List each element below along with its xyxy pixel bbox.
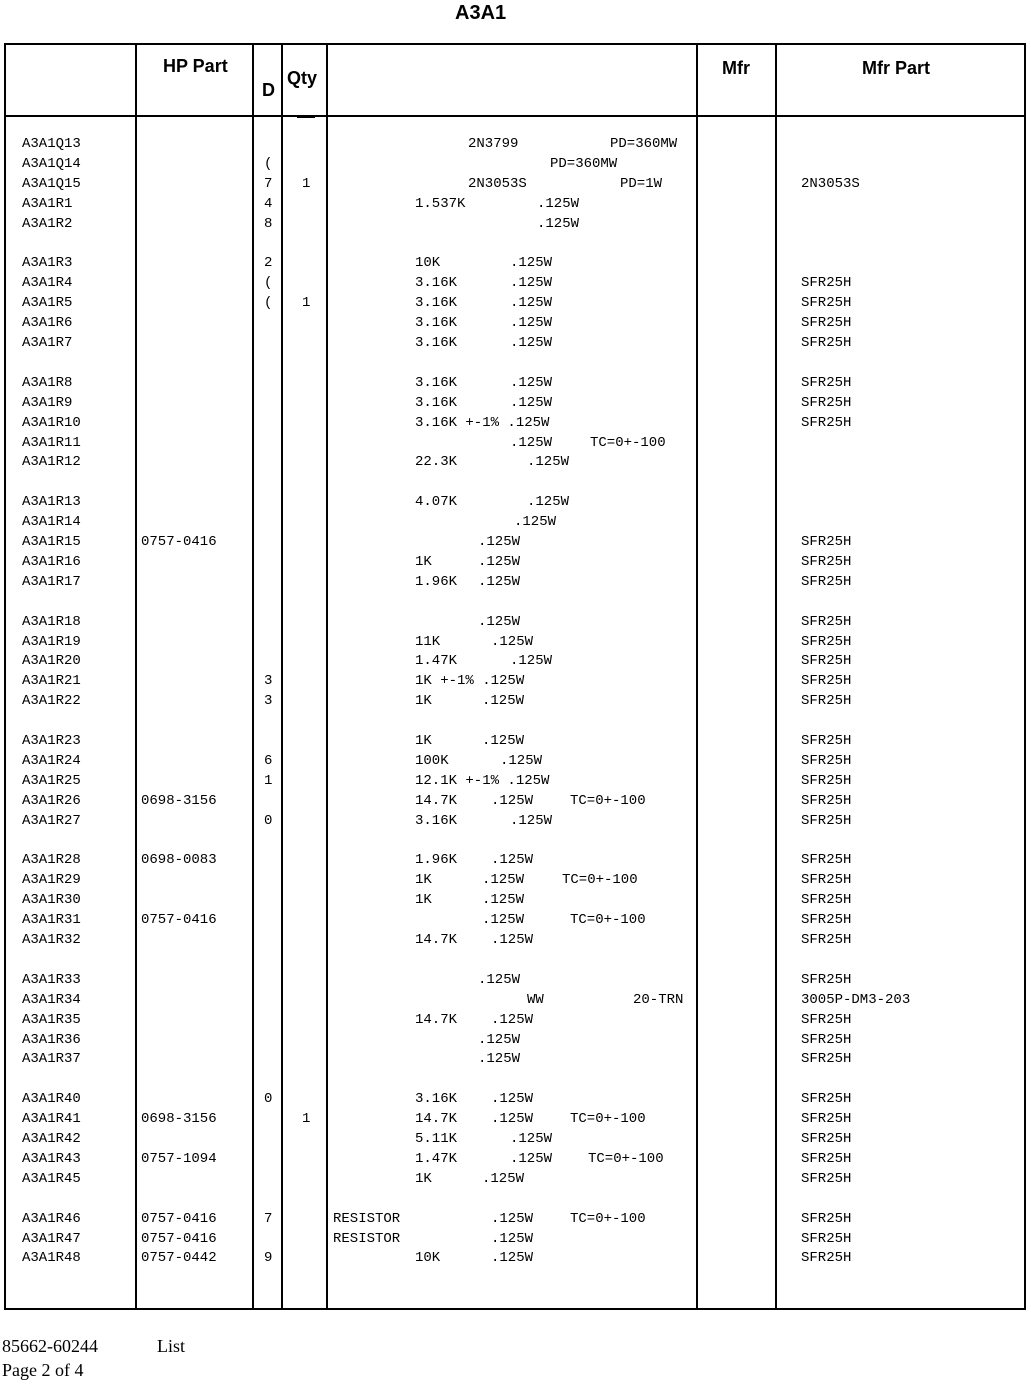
row-description: 3.16K	[415, 374, 458, 391]
row-description: .125W	[510, 255, 553, 272]
row-hp-part: 0698-3156	[141, 792, 217, 809]
row-mfr-part: SFR25H	[801, 892, 852, 909]
row-description: PD=1W	[620, 175, 663, 192]
row-mfr-part: SFR25H	[801, 772, 852, 789]
row-reference: A3A1Q13	[22, 136, 81, 152]
row-reference: A3A1R36	[22, 1031, 81, 1048]
row-mfr-part: 2N3053S	[801, 175, 860, 192]
row-reference: A3A1R26	[22, 792, 81, 809]
row-mfr-part: SFR25H	[801, 912, 852, 929]
row-description: .125W	[491, 1250, 534, 1267]
row-mfr-part: SFR25H	[801, 1210, 852, 1227]
row-reference: A3A1R33	[22, 971, 81, 988]
row-reference: A3A1R7	[22, 335, 73, 351]
row-reference: A3A1R20	[22, 653, 81, 670]
row-description: 1K	[415, 892, 432, 909]
row-mfr-part: SFR25H	[801, 1091, 852, 1108]
row-description: .125W	[510, 335, 553, 351]
row-description: .125W	[491, 1111, 534, 1128]
row-reference: A3A1R8	[22, 374, 73, 391]
row-mfr-part: SFR25H	[801, 653, 852, 670]
row-qty: 1	[302, 295, 311, 312]
row-reference: A3A1R45	[22, 1170, 81, 1187]
row-hp-part: 0757-0416	[141, 534, 217, 550]
row-d: 2	[264, 255, 273, 272]
row-description: .125W	[500, 752, 543, 769]
row-description: 1.96K	[415, 573, 458, 590]
row-mfr-part: SFR25H	[801, 792, 852, 809]
row-description: 3.16K +-1% .125W	[415, 414, 550, 431]
row-description: RESISTOR	[333, 1210, 401, 1227]
row-description: 1K	[415, 872, 432, 889]
row-description: 1K	[415, 553, 432, 570]
row-reference: A3A1R34	[22, 991, 81, 1008]
row-reference: A3A1R13	[22, 494, 81, 511]
row-hp-part: 0757-1094	[141, 1150, 217, 1167]
row-reference: A3A1R35	[22, 1011, 81, 1028]
row-description: .125W	[527, 494, 570, 511]
row-mfr-part: 3005P-DM3-203	[801, 991, 911, 1008]
row-description: TC=0+-100	[570, 1210, 646, 1227]
header-d: D	[262, 80, 275, 100]
row-description: 10K	[415, 255, 441, 272]
row-mfr-part: SFR25H	[801, 534, 852, 550]
row-description: .125W	[478, 971, 521, 988]
row-reference: A3A1R18	[22, 613, 81, 630]
row-reference: A3A1R24	[22, 752, 81, 769]
row-description: 22.3K	[415, 454, 458, 471]
row-description: 1K	[415, 733, 432, 749]
row-description: 1.47K	[415, 653, 458, 670]
row-description: 4.07K	[415, 494, 458, 511]
row-d: 4	[264, 195, 273, 212]
row-description: 14.7K	[415, 932, 458, 948]
header-mfr-part: Mfr Part	[862, 58, 931, 78]
row-description: 3.16K	[415, 295, 458, 312]
row-d: 3	[264, 673, 273, 690]
row-reference: A3A1R19	[22, 633, 81, 650]
row-description: 3.16K	[415, 335, 458, 351]
row-reference: A3A1R37	[22, 1051, 81, 1068]
row-mfr-part: SFR25H	[801, 295, 852, 312]
col-divider-mfr	[696, 43, 698, 1310]
row-description: .125W	[510, 1131, 553, 1147]
row-description: .125W	[491, 1011, 534, 1028]
row-description: 3.16K	[415, 1091, 458, 1108]
row-description: TC=0+-100	[570, 792, 646, 809]
row-reference: A3A1R27	[22, 812, 81, 829]
row-description: .125W	[482, 912, 525, 929]
row-mfr-part: SFR25H	[801, 1051, 852, 1068]
row-description: 10K	[415, 1250, 441, 1267]
row-d: 7	[264, 175, 273, 192]
row-mfr-part: SFR25H	[801, 1170, 852, 1187]
row-reference: A3A1R43	[22, 1150, 81, 1167]
row-reference: A3A1R10	[22, 414, 81, 431]
row-description: .125W	[478, 534, 521, 550]
row-reference: A3A1R46	[22, 1210, 81, 1227]
row-description: .125W	[527, 454, 570, 471]
header-qty: Qty	[287, 68, 318, 88]
row-description: .125W	[510, 275, 553, 292]
row-description: .125W	[510, 374, 553, 391]
row-mfr-part: SFR25H	[801, 374, 852, 391]
row-reference: A3A1R28	[22, 852, 81, 869]
row-mfr-part: SFR25H	[801, 613, 852, 630]
row-reference: A3A1R5	[22, 295, 73, 312]
row-description: .125W	[491, 792, 534, 809]
row-mfr-part: SFR25H	[801, 1011, 852, 1028]
row-mfr-part: SFR25H	[801, 932, 852, 948]
row-reference: A3A1R41	[22, 1111, 81, 1128]
row-reference: A3A1R17	[22, 573, 81, 590]
row-description: 1K	[415, 693, 432, 710]
row-hp-part: 0757-0416	[141, 1210, 217, 1227]
row-description: .125W	[491, 932, 534, 948]
row-description: 14.7K	[415, 1011, 458, 1028]
row-reference: A3A1R23	[22, 733, 81, 749]
row-mfr-part: SFR25H	[801, 1230, 852, 1247]
row-description: .125W	[537, 195, 580, 212]
row-mfr-part: SFR25H	[801, 553, 852, 570]
row-qty: 1	[302, 175, 311, 192]
row-reference: A3A1R16	[22, 553, 81, 570]
row-description: 100K	[415, 752, 449, 769]
row-description: 20-TRN	[633, 991, 684, 1008]
row-description: .125W	[491, 1230, 534, 1247]
row-hp-part: 0757-0416	[141, 912, 217, 929]
row-d: 1	[264, 772, 273, 789]
row-description: 11K	[415, 633, 441, 650]
row-d: 0	[264, 812, 273, 829]
row-reference: A3A1R1	[22, 195, 73, 212]
row-reference: A3A1R11	[22, 434, 81, 451]
row-reference: A3A1R21	[22, 673, 81, 690]
row-reference: A3A1R22	[22, 693, 81, 710]
qty-underline	[297, 116, 315, 118]
row-description: 3.16K	[415, 812, 458, 829]
col-divider-desc	[326, 43, 328, 1310]
row-description: 1.96K	[415, 852, 458, 869]
row-description: .125W	[510, 295, 553, 312]
row-mfr-part: SFR25H	[801, 693, 852, 710]
row-description: 5.11K	[415, 1131, 458, 1147]
row-description: .125W	[491, 1210, 534, 1227]
col-divider-right	[1024, 43, 1026, 1310]
row-mfr-part: SFR25H	[801, 1111, 852, 1128]
row-reference: A3A1R40	[22, 1091, 81, 1108]
row-reference: A3A1R6	[22, 315, 73, 332]
footer-part-number: 85662-60244	[2, 1336, 98, 1356]
row-reference: A3A1R9	[22, 394, 73, 411]
row-d: 8	[264, 215, 273, 232]
row-description: .125W	[514, 514, 557, 531]
row-description: .125W	[491, 1091, 534, 1108]
row-description: 3.16K	[415, 315, 458, 332]
row-description: 12.1K +-1% .125W	[415, 772, 550, 789]
row-description: .125W	[510, 394, 553, 411]
row-description: 1K	[415, 1170, 432, 1187]
row-d: 6	[264, 752, 273, 769]
row-description: 14.7K	[415, 1111, 458, 1128]
row-mfr-part: SFR25H	[801, 573, 852, 590]
row-hp-part: 0757-0442	[141, 1250, 217, 1267]
row-hp-part: 0698-0083	[141, 852, 217, 869]
row-reference: A3A1R30	[22, 892, 81, 909]
row-description: TC=0+-100	[570, 912, 646, 929]
row-reference: A3A1Q14	[22, 155, 81, 172]
row-description: .125W	[478, 613, 521, 630]
row-mfr-part: SFR25H	[801, 752, 852, 769]
col-divider-d	[252, 43, 254, 1310]
row-reference: A3A1R2	[22, 215, 73, 232]
row-description: WW	[527, 991, 544, 1008]
header-mfr: Mfr	[722, 58, 750, 78]
row-description: 3.16K	[415, 275, 458, 292]
row-mfr-part: SFR25H	[801, 1031, 852, 1048]
row-description: TC=0+-100	[590, 434, 666, 451]
row-d: (	[264, 275, 273, 292]
col-divider-mfrpart	[775, 43, 777, 1310]
row-mfr-part: SFR25H	[801, 633, 852, 650]
row-mfr-part: SFR25H	[801, 1131, 852, 1147]
row-reference: A3A1R29	[22, 872, 81, 889]
row-description: .125W	[482, 733, 525, 749]
row-mfr-part: SFR25H	[801, 872, 852, 889]
row-description: .125W	[491, 852, 534, 869]
top-rule	[4, 43, 1026, 45]
row-reference: A3A1R31	[22, 912, 81, 929]
row-reference: A3A1R4	[22, 275, 73, 292]
row-reference: A3A1R3	[22, 255, 73, 272]
row-description: PD=360MW	[610, 136, 678, 152]
row-description: .125W	[491, 633, 534, 650]
row-description: .125W	[510, 812, 553, 829]
header-rule	[4, 115, 1026, 117]
row-description: .125W	[478, 573, 521, 590]
col-divider-left	[4, 43, 6, 1310]
row-mfr-part: SFR25H	[801, 971, 852, 988]
row-qty: 1	[302, 1111, 311, 1128]
row-mfr-part: SFR25H	[801, 335, 852, 351]
row-reference: A3A1R12	[22, 454, 81, 471]
row-d: 3	[264, 693, 273, 710]
row-description: .125W	[510, 434, 553, 451]
row-description: 3.16K	[415, 394, 458, 411]
row-mfr-part: SFR25H	[801, 275, 852, 292]
col-divider-hp	[135, 43, 137, 1310]
row-description: 1.47K	[415, 1150, 458, 1167]
header-hp-part: HP Part	[163, 56, 228, 76]
row-description: TC=0+-100	[562, 872, 638, 889]
row-description: TC=0+-100	[570, 1111, 646, 1128]
row-mfr-part: SFR25H	[801, 394, 852, 411]
row-reference: A3A1R14	[22, 514, 81, 531]
row-reference: A3A1Q15	[22, 175, 81, 192]
row-description: .125W	[482, 1170, 525, 1187]
row-description: .125W	[478, 1031, 521, 1048]
row-description: .125W	[482, 892, 525, 909]
row-mfr-part: SFR25H	[801, 812, 852, 829]
row-mfr-part: SFR25H	[801, 852, 852, 869]
footer-list: List	[157, 1336, 186, 1356]
row-description: .125W	[510, 653, 553, 670]
row-d: 7	[264, 1210, 273, 1227]
row-d: 9	[264, 1250, 273, 1267]
row-reference: A3A1R47	[22, 1230, 81, 1247]
row-reference: A3A1R48	[22, 1250, 81, 1267]
row-mfr-part: SFR25H	[801, 315, 852, 332]
row-reference: A3A1R25	[22, 772, 81, 789]
row-description: .125W	[478, 1051, 521, 1068]
bottom-rule	[4, 1308, 1026, 1310]
page-title: A3A1	[455, 2, 507, 24]
row-description: .125W	[510, 315, 553, 332]
col-divider-qty	[281, 43, 283, 1310]
row-mfr-part: SFR25H	[801, 414, 852, 431]
row-reference: A3A1R42	[22, 1131, 81, 1147]
row-description: PD=360MW	[550, 155, 618, 172]
row-description: 2N3053S	[468, 175, 527, 192]
row-hp-part: 0757-0416	[141, 1230, 217, 1247]
row-mfr-part: SFR25H	[801, 733, 852, 749]
row-mfr-part: SFR25H	[801, 1250, 852, 1267]
row-d: (	[264, 295, 273, 312]
row-hp-part: 0698-3156	[141, 1111, 217, 1128]
footer-page: Page 2 of 4	[2, 1360, 84, 1380]
row-reference: A3A1R15	[22, 534, 81, 550]
row-description: 2N3799	[468, 136, 519, 152]
row-description: RESISTOR	[333, 1230, 401, 1247]
row-description: TC=0+-100	[588, 1150, 664, 1167]
row-mfr-part: SFR25H	[801, 1150, 852, 1167]
row-description: 1.537K	[415, 195, 466, 212]
row-d: 0	[264, 1091, 273, 1108]
row-reference: A3A1R32	[22, 932, 81, 948]
row-description: .125W	[482, 872, 525, 889]
row-description: .125W	[478, 553, 521, 570]
row-description: 1K +-1% .125W	[415, 673, 525, 690]
row-mfr-part: SFR25H	[801, 673, 852, 690]
row-description: 14.7K	[415, 792, 458, 809]
row-description: .125W	[537, 215, 580, 232]
row-d: (	[264, 155, 273, 172]
row-description: .125W	[510, 1150, 553, 1167]
row-description: .125W	[482, 693, 525, 710]
